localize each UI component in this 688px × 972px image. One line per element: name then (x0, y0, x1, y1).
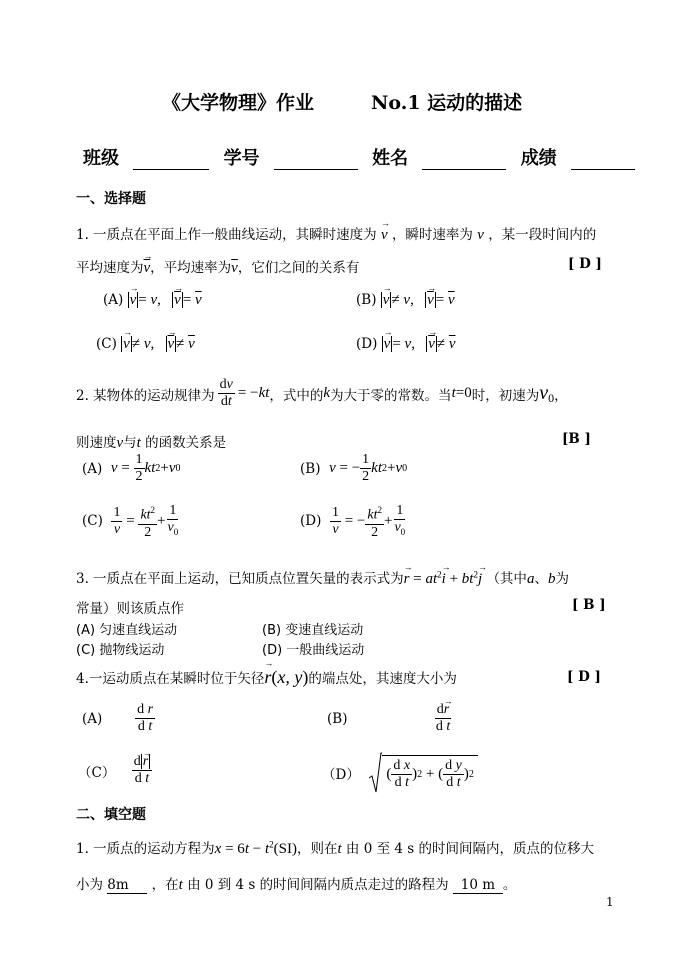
q2-answer: [B ] (562, 431, 591, 447)
score-blank[interactable] (571, 151, 635, 170)
q3-answer: [ B ] (572, 597, 606, 613)
q1-option-b[interactable]: (B) → v ≠ v, → $\overline{v} = \overline{v}$ (356, 292, 455, 309)
q2-option-a[interactable]: (A) v = $\frac{1}{2}$ kt 2 + v 0 (82, 452, 181, 484)
q1-answer: [ D ] (568, 256, 602, 272)
id-label: 学号 (223, 148, 260, 169)
q2-option-b[interactable]: (B) v = − $\frac{1}{2}$ kt 2 + v 0 (300, 452, 408, 484)
q3-option-a[interactable]: (A) 匀速直线运动 (76, 623, 178, 638)
q2-option-d[interactable]: (D) $\frac{1}{v}$ = − $\frac{kt^2}{2}$ + $\frac{1}{v_0}$ (300, 502, 406, 540)
q3-option-b[interactable]: (B) 变速直线运动 (262, 623, 364, 638)
f1-line2: 小为 8m ，在t 由 0 到 4 s 的时间间隔内质点走过的路程为 10 m 。 (76, 877, 517, 893)
class-blank[interactable] (133, 151, 209, 170)
name-label: 姓名 (372, 148, 409, 169)
page-number: 1 (606, 895, 614, 909)
page-title: 《大学物理》作业 No.1 运动的描述 (162, 92, 523, 114)
f1-line1: 1. 一质点的运动方程为$x = 6t - t^2(SI)$，则在t 由 0 至 4 s 的时间间隔内，质点的位移大 (76, 839, 594, 857)
q4-option-b[interactable]: (B) $\frac{d\to r}{\text{d t}}$ (327, 702, 457, 735)
class-label: 班级 (83, 148, 119, 169)
q2-line1: 2. 某物体的运动规律为 $\frac{dv}{dt}$ = − kt ，式中的 k 为大于零的常数。当 t =0 时，初速为 v 0 ， (76, 377, 568, 409)
q2-option-c[interactable]: (C) $\frac{1}{v}$ = $\frac{kt^2}{2}$ + $\frac{1}{v_0}$ (82, 502, 179, 540)
q1-line2: 平均速度为→ $\overline{v}$，平均速率为$\overline{v}$，它们之间的关系有 (76, 256, 359, 277)
f1-answer-distance[interactable]: 10 m (453, 877, 503, 894)
q3-option-d[interactable]: (D) 一般曲线运动 (262, 643, 365, 658)
q4-answer: [ D ] (567, 669, 601, 685)
f1-answer-displacement[interactable]: 8m (107, 877, 147, 894)
q3-option-c[interactable]: (C) 抛物线运动 (76, 643, 165, 658)
q3-line1: 3. 一质点在平面上运动，已知质点位置矢量的表示式为→ $r = at^2\to i + bt^2\to j$ （其中a、b为 (76, 567, 569, 588)
q2-line2: 则速度v与t 的函数关系是 (76, 435, 227, 451)
q4-option-c[interactable]: （C） $\frac{d \to r}{\text{d t}}$ (78, 754, 160, 787)
q1-option-a[interactable]: (A) → v = v, → $\overline{v} = \overline{v}$ (103, 292, 202, 309)
score-label: 成绩 (520, 148, 557, 169)
id-blank[interactable] (274, 151, 358, 170)
q4-line1: 4.一运动质点在某瞬时位于矢径→ r(x, y)的端点处，其速度大小为 (76, 667, 457, 688)
q4-option-d[interactable]: （D） ( $\frac{\text{d x}}{\text{d t}}$ ) 2 + ( $\frac{\text{d y}}{\text{d t}}$ ) 2 (322, 752, 478, 794)
student-info-row (83, 144, 635, 170)
name-blank[interactable] (422, 151, 506, 170)
q3-line2: 常量）则该质点作 (76, 601, 184, 617)
q1-option-d[interactable]: (D) → v = v, → $\overline{v} \ne \overline{v}$ (356, 336, 456, 353)
q4-option-a[interactable]: (A) $\frac{\text{d r}}{\text{d t}}$ (82, 702, 154, 734)
section-choice: 一、选择题 (76, 191, 146, 207)
sqrt-icon (368, 752, 382, 794)
q1-option-c[interactable]: (C) → v ≠ v, → $\overline{v} \ne \overline{v}$ (96, 336, 195, 353)
section-fill: 二、填空题 (76, 807, 146, 823)
q1-line1: 1. 一质点在平面上作一般曲线运动，其瞬时速度为 → v ，瞬时速率为 v ，某一段时间内的 (76, 223, 596, 244)
